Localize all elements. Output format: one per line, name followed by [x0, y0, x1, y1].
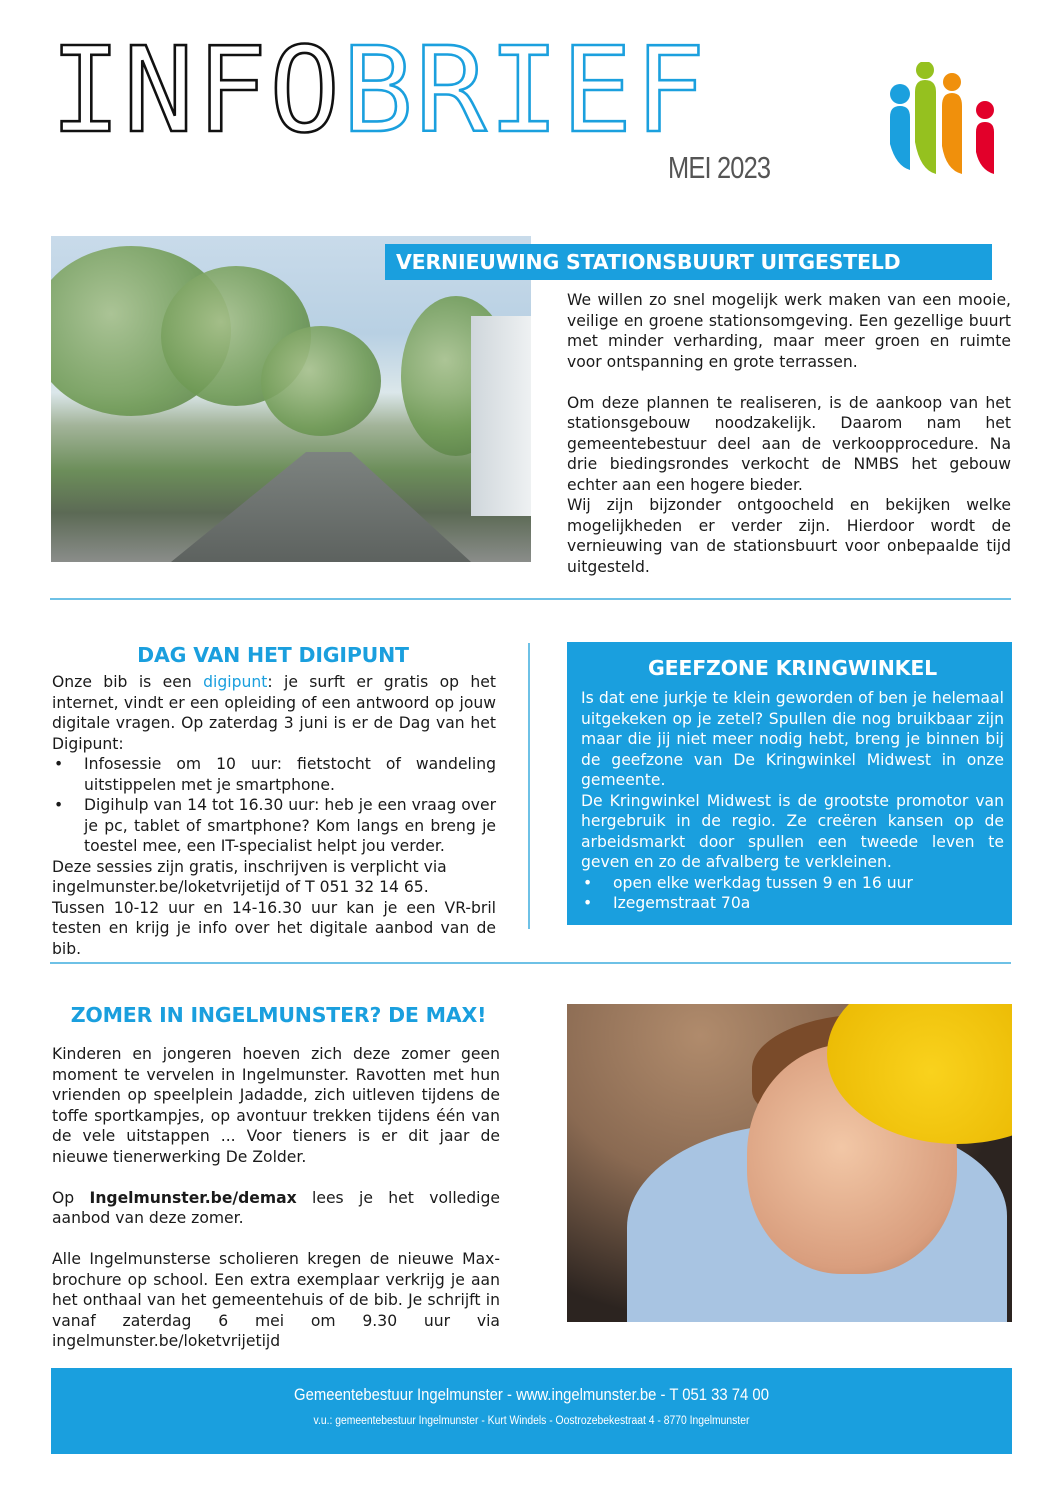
- kringwinkel-box: [567, 642, 1012, 925]
- paragraph: Kinderen en jongeren hoeven zich deze zomer geen moment te vervelen in Ingelmunster. Ravotten met hun vrienden op speelplein Jadadde, zich uitleven tijdens de toffe sportkampjes, op avontuur trekken tijdens één van de vele uitstappen ... Voor tieners is er dit jaar de nieuwe tienerwerking De Zolder.: [52, 1045, 500, 1166]
- newsletter-title: [50, 21, 708, 159]
- paragraph: Deze sessies zijn gratis, inschrijven is verplicht via ingelmunster.be/loketvrijetijd of T 051 32 14 65.: [52, 857, 447, 896]
- paragraph: Tussen 10-12 uur en 14-16.30 uur kan je een VR-bril testen en krijg je info over het digitale aanbod van de bib.: [52, 898, 496, 958]
- headline-stationsbuurt: VERNIEUWING STATIONSBUURT UITGESTELD: [385, 244, 992, 280]
- zomer-title: ZOMER IN INGELMUNSTER? DE MAX!: [70, 1003, 487, 1027]
- paragraph: De Kringwinkel Midwest is de grootste promotor van hergebruik in de regio. Ze creëren kansen op de arbeidsmarkt door spullen een tweede leven te geven en zo de afvalberg te verkleinen.: [581, 791, 1004, 871]
- paragraph: Alle Ingelmunsterse scholieren kregen de nieuwe Max-brochure op school. Een extra exemplaar verkrijg je aan het onthaal van het gemeentehuis of de bib. Je schrijft in vanaf zaterdag 6 mei om 9.30 uur via ingelmunster.be/loketvrijetijd: [52, 1250, 500, 1350]
- list-item: • Izegemstraat 70a: [581, 893, 1004, 914]
- kringwinkel-bullet-list: [581, 873, 1004, 914]
- title-brief: BRIEF: [342, 21, 708, 159]
- demax-link[interactable]: Ingelmunster.be/demax: [89, 1188, 297, 1207]
- paragraph: Is dat ene jurkje te klein geworden of ben je helemaal uitgekeken op je zetel? Spullen die nog bruikbaar zijn maar die jij niet meer nodig hebt, breng je binnen bij de geefzone van De Kringwinkel Midwest in onze gemeente.: [581, 689, 1004, 789]
- section-divider: [50, 598, 1011, 600]
- paragraph: Wij zijn bijzonder ontgoocheld en bekijken welke mogelijkheden er verder zijn. Hierdoor wordt de vernieuwing van de stationsbuurt voor onbepaalde tijd uitgesteld.: [567, 496, 1011, 576]
- section-divider: [50, 962, 1011, 964]
- list-item: • Infosessie om 10 uur: fietstocht of wandeling uitstippelen met je smartphone.: [52, 754, 496, 795]
- footer-contact: Gemeentebestuur Ingelmunster - www.ingelmunster.be - T 051 33 74 00: [294, 1386, 769, 1404]
- list-item: • open elke werkdag tussen 9 en 16 uur: [581, 873, 1004, 894]
- digipunt-intro: Onze bib is een digipunt: je surft er gratis op het internet, vindt er een opleiding of een antwoord op jouw digitale vragen. Op zaterdag 3 juni is er de Dag van het Digipunt:: [52, 673, 497, 753]
- digipunt-bullet-list: [52, 754, 496, 857]
- stationsbuurt-body: [567, 290, 1011, 577]
- title-info: INFO: [50, 21, 343, 159]
- digipunt-title: DAG VAN HET DIGIPUNT: [137, 643, 409, 667]
- municipality-logo-icon: [880, 62, 1015, 177]
- digipunt-body: [52, 672, 496, 959]
- station-render-image: [51, 236, 531, 562]
- kringwinkel-title: GEEFZONE KRINGWINKEL: [647, 656, 938, 680]
- paragraph: Om deze plannen te realiseren, is de aankoop van het stationsgebouw noodzakelijk. Daarom nam het gemeentebestuur deel aan de verkoopprocedure. Na drie biedingsrondes verkocht de NMBS het gebouw echter aan een hogere bieder.: [567, 393, 1011, 494]
- digipunt-link[interactable]: digipunt: [203, 673, 268, 691]
- boy-helmet-photo: [567, 1004, 1012, 1322]
- paragraph: We willen zo snel mogelijk werk maken van een mooie, veilige en groene stationsomgeving. Een gezellige buurt met minder verharding, maar meer groen en ruimte voor ontspanning en grote terrassen.: [567, 291, 1011, 371]
- column-divider: [528, 643, 530, 929]
- list-item: • Digihulp van 14 tot 16.30 uur: heb je een vraag over je pc, tablet of smartphone? Kom langs en breng je toestel mee, een IT-specialist helpt jou verder.: [52, 795, 496, 857]
- paragraph: Op Ingelmunster.be/demax lees je het volledige aanbod van deze zomer.: [52, 1188, 500, 1227]
- issue-date: MEI 2023: [668, 150, 771, 185]
- kringwinkel-body: [581, 688, 1004, 914]
- footer: [51, 1368, 1012, 1454]
- zomer-body: [52, 1044, 500, 1352]
- footer-publisher: v.u.: gemeentebestuur Ingelmunster - Kurt Windels - Oostrozebekestraat 4 - 8770 Ingelmunster: [313, 1415, 750, 1427]
